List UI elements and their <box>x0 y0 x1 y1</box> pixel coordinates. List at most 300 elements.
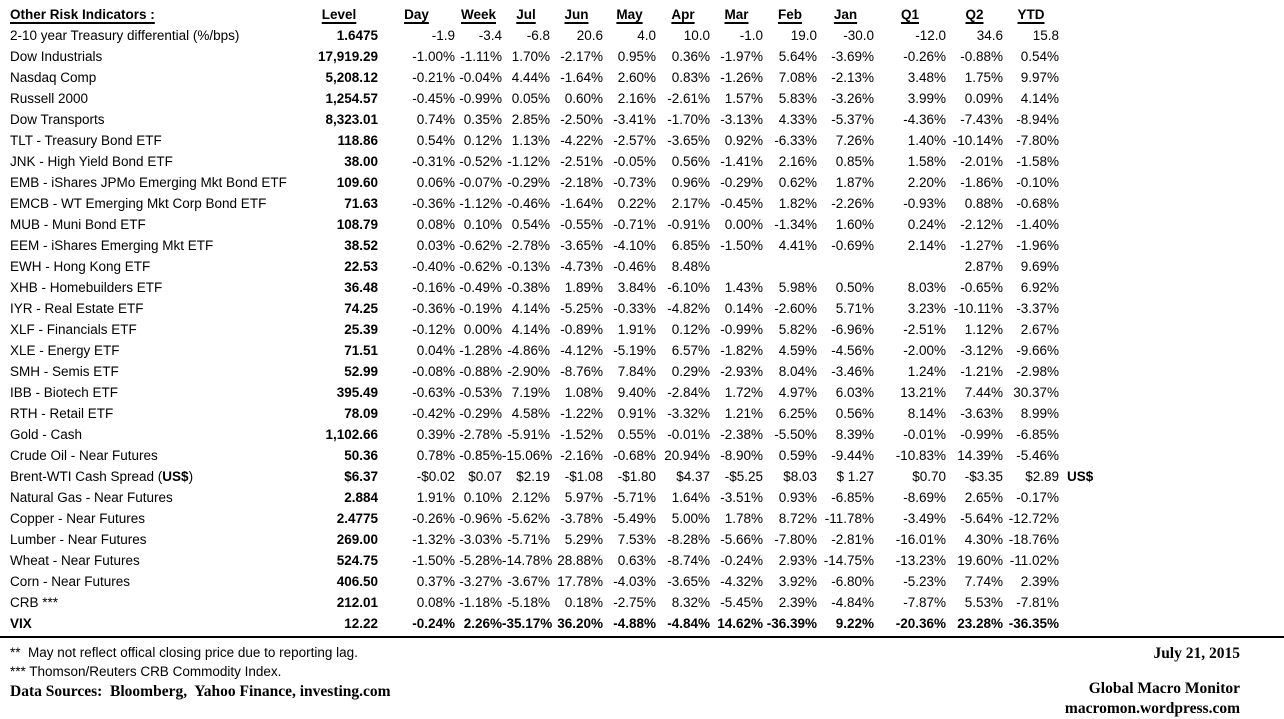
value-cell-q1: -2.00% <box>903 343 946 358</box>
value-cell-may: -4.10% <box>613 238 656 253</box>
row-label: Copper - Near Futures <box>10 511 146 526</box>
row-label: VIX <box>10 616 32 631</box>
value-cell-jun: -4.22% <box>560 133 603 148</box>
value-cell-apr: -3.65% <box>667 574 710 589</box>
level-value: 22.53 <box>344 259 378 274</box>
value-cell-jun: -2.17% <box>560 49 603 64</box>
value-cell-q1: -5.23% <box>903 574 946 589</box>
column-header-text: Day <box>404 7 429 22</box>
value-cell-q1: 0.24% <box>907 217 946 232</box>
value-cell-apr: 5.00% <box>671 511 710 526</box>
column-header-q1 <box>874 4 946 25</box>
currency-suffix <box>1059 277 1107 298</box>
value-cell-week: -5.28% <box>459 553 502 568</box>
currency-suffix <box>1059 298 1107 319</box>
value-cell-ytd: -9.66% <box>1016 343 1059 358</box>
level-value: 8,323.01 <box>325 112 378 127</box>
value-cell-q1: -7.87% <box>903 595 946 610</box>
value-cell-day: -0.21% <box>412 70 455 85</box>
value-cell-apr: 8.48% <box>671 259 710 274</box>
value-cell-day: -1.32% <box>412 532 455 547</box>
column-header-week <box>455 4 502 25</box>
currency-suffix <box>1059 445 1107 466</box>
table-row <box>0 382 1284 403</box>
table-row <box>0 613 1284 634</box>
value-cell-feb: 4.59% <box>778 343 817 358</box>
footnote-crb-index: *** Thomson/Reuters CRB Commodity Index. <box>10 664 282 679</box>
value-cell-day: 0.08% <box>416 217 455 232</box>
value-cell-ytd: -7.81% <box>1016 595 1059 610</box>
value-cell-q1: 13.21% <box>900 385 946 400</box>
value-cell-q2: -7.43% <box>960 112 1003 127</box>
value-cell-ytd: -1.58% <box>1016 154 1059 169</box>
value-cell-week: 0.35% <box>463 112 502 127</box>
value-cell-jun: 36.20% <box>557 616 603 631</box>
value-cell-feb: 6.25% <box>778 406 817 421</box>
value-cell-ytd: 2.39% <box>1020 574 1059 589</box>
value-cell-day: -0.36% <box>412 196 455 211</box>
value-cell-feb: 4.97% <box>778 385 817 400</box>
value-cell-q1: -3.49% <box>903 511 946 526</box>
value-cell-q2: 14.39% <box>957 448 1003 463</box>
value-cell-apr: -2.61% <box>667 91 710 106</box>
value-cell-day: -0.36% <box>412 301 455 316</box>
value-cell-q1: -20.36% <box>895 616 946 631</box>
level-value: 38.52 <box>344 238 378 253</box>
value-cell-apr: 2.17% <box>671 196 710 211</box>
value-cell-jan: -14.75% <box>823 553 874 568</box>
row-label: Lumber - Near Futures <box>10 532 147 547</box>
value-cell-jun: -5.25% <box>560 301 603 316</box>
value-cell-mar: 14.62% <box>717 616 763 631</box>
table-row <box>0 298 1284 319</box>
value-cell-jul: -5.91% <box>507 427 550 442</box>
value-cell-feb: 2.16% <box>778 154 817 169</box>
currency-suffix <box>1059 571 1107 592</box>
row-label: XLE - Energy ETF <box>10 343 120 358</box>
value-cell-q2: 19.60% <box>957 553 1003 568</box>
currency-suffix <box>1059 382 1107 403</box>
value-cell-mar: 1.57% <box>724 91 763 106</box>
value-cell-may: -4.03% <box>613 574 656 589</box>
value-cell-q2: 1.75% <box>964 70 1003 85</box>
value-cell-ytd: 6.92% <box>1020 280 1059 295</box>
value-cell-may: -3.41% <box>613 112 656 127</box>
value-cell-jan: -0.69% <box>831 238 874 253</box>
value-cell-jun: -2.50% <box>560 112 603 127</box>
table-row <box>0 88 1284 109</box>
value-cell-mar: 1.21% <box>724 406 763 421</box>
value-cell-may: -2.57% <box>613 133 656 148</box>
value-cell-jun: 0.18% <box>564 595 603 610</box>
value-cell-feb: 5.98% <box>778 280 817 295</box>
value-cell-jun: 1.89% <box>564 280 603 295</box>
value-cell-may: 7.84% <box>617 364 656 379</box>
value-cell-q2: 0.88% <box>964 196 1003 211</box>
value-cell-feb: -6.33% <box>774 133 817 148</box>
value-cell-jun: -2.16% <box>560 448 603 463</box>
value-cell-mar: -8.90% <box>720 448 763 463</box>
row-label: Gold - Cash <box>10 427 83 442</box>
value-cell-q1: 1.24% <box>907 364 946 379</box>
currency-suffix <box>1059 529 1107 550</box>
row-label: XHB - Homebuilders ETF <box>10 280 163 295</box>
value-cell-jan: 0.56% <box>835 406 874 421</box>
value-cell-apr: 0.12% <box>671 322 710 337</box>
value-cell-mar: 0.92% <box>724 133 763 148</box>
value-cell-may: -0.73% <box>613 175 656 190</box>
value-cell-jul: -6.8 <box>526 28 550 43</box>
level-value: 71.63 <box>344 196 378 211</box>
value-cell-feb: -5.50% <box>774 427 817 442</box>
value-cell-jan <box>817 256 874 277</box>
currency-suffix <box>1059 424 1107 445</box>
row-label: CRB *** <box>10 595 59 610</box>
value-cell-jan: -30.0 <box>843 28 874 43</box>
value-cell-apr: 10.0 <box>683 28 710 43</box>
value-cell-may: 4.0 <box>637 28 656 43</box>
column-header-feb <box>763 4 817 25</box>
value-cell-week: -1.11% <box>460 49 502 64</box>
column-header-mar <box>710 4 763 25</box>
value-cell-jan: -2.81% <box>831 532 874 547</box>
value-cell-q2: -10.11% <box>953 301 1003 316</box>
value-cell-may: 3.84% <box>617 280 656 295</box>
currency-suffix <box>1059 319 1107 340</box>
value-cell-apr: 0.29% <box>671 364 710 379</box>
level-value: 12.22 <box>344 616 378 631</box>
value-cell-week: -0.04% <box>459 70 502 85</box>
value-cell-may: 0.63% <box>617 553 656 568</box>
value-cell-feb: 4.33% <box>778 112 817 127</box>
value-cell-q2: 4.30% <box>964 532 1003 547</box>
value-cell-feb <box>763 256 817 277</box>
value-cell-may: -5.49% <box>613 511 656 526</box>
column-header-text: Jul <box>516 7 536 22</box>
value-cell-jun: 1.08% <box>564 385 603 400</box>
value-cell-mar: -3.51% <box>720 490 763 505</box>
value-cell-ytd: -0.68% <box>1016 196 1059 211</box>
value-cell-day: -1.00% <box>412 49 455 64</box>
value-cell-feb: 2.39% <box>778 595 817 610</box>
value-cell-jul: 1.70% <box>511 49 550 64</box>
value-cell-mar: -5.66% <box>720 532 763 547</box>
value-cell-jul: 4.14% <box>511 322 550 337</box>
value-cell-feb: 7.08% <box>778 70 817 85</box>
currency-suffix <box>1059 592 1107 613</box>
value-cell-q1: 3.99% <box>907 91 946 106</box>
value-cell-feb: 1.82% <box>778 196 817 211</box>
value-cell-jul: 2.12% <box>511 490 550 505</box>
value-cell-q2: -2.01% <box>960 154 1003 169</box>
value-cell-jul: -4.86% <box>507 343 550 358</box>
value-cell-week: 0.00% <box>463 322 502 337</box>
value-cell-jun: -1.52% <box>560 427 603 442</box>
value-cell-jun: -$1.08 <box>564 469 603 484</box>
value-cell-mar: -0.99% <box>720 322 763 337</box>
table-row <box>0 46 1284 67</box>
value-cell-day: 0.39% <box>416 427 455 442</box>
value-cell-ytd: 30.37% <box>1013 385 1059 400</box>
data-sources: Data Sources: Bloomberg, Yahoo Finance, investing.com <box>10 683 391 700</box>
value-cell-week: 0.10% <box>463 217 502 232</box>
value-cell-day: -1.9 <box>431 28 455 43</box>
value-cell-week: -0.49% <box>459 280 502 295</box>
value-cell-week: -3.4 <box>478 28 502 43</box>
value-cell-may: -5.71% <box>613 490 656 505</box>
value-cell-ytd: 8.99% <box>1020 406 1059 421</box>
row-label: SMH - Semis ETF <box>10 364 119 379</box>
table-row <box>0 466 1284 487</box>
row-label: 2-10 year Treasury differential (%/bps) <box>10 28 240 43</box>
value-cell-jul: 4.14% <box>511 301 550 316</box>
value-cell-q1: 8.14% <box>907 406 946 421</box>
value-cell-q2: -1.21% <box>960 364 1003 379</box>
value-cell-may: -2.75% <box>613 595 656 610</box>
value-cell-jan: -3.46% <box>831 364 874 379</box>
value-cell-jul: 7.19% <box>511 385 550 400</box>
currency-suffix <box>1059 403 1107 424</box>
value-cell-may: 0.91% <box>617 406 656 421</box>
row-label: RTH - Retail ETF <box>10 406 114 421</box>
value-cell-jul: -5.18% <box>507 595 550 610</box>
value-cell-day: 0.37% <box>416 574 455 589</box>
value-cell-q1: -0.01% <box>903 427 946 442</box>
level-value: $6.37 <box>344 469 378 484</box>
value-cell-may: -$1.80 <box>617 469 656 484</box>
value-cell-may: 2.60% <box>617 70 656 85</box>
value-cell-q1: 2.14% <box>907 238 946 253</box>
value-cell-q2: 34.6 <box>976 28 1003 43</box>
footer <box>0 638 1284 719</box>
value-cell-jun: -2.51% <box>560 154 603 169</box>
currency-suffix <box>1059 130 1107 151</box>
value-cell-q1: 1.40% <box>907 133 946 148</box>
table-row <box>0 550 1284 571</box>
value-cell-jan: 0.85% <box>835 154 874 169</box>
value-cell-day: -0.08% <box>412 364 455 379</box>
column-header-text: May <box>616 7 643 22</box>
value-cell-jul: -0.46% <box>507 196 550 211</box>
value-cell-feb: 0.93% <box>778 490 817 505</box>
value-cell-q2: -3.63% <box>960 406 1003 421</box>
table-row <box>0 130 1284 151</box>
column-header-text: Q1 <box>900 7 919 22</box>
value-cell-ytd: -11.02% <box>1009 553 1059 568</box>
value-cell-may: 7.53% <box>617 532 656 547</box>
level-value: 109.60 <box>336 175 378 190</box>
table-row <box>0 235 1284 256</box>
value-cell-week: -0.53% <box>459 385 502 400</box>
value-cell-jul: 4.58% <box>511 406 550 421</box>
value-cell-q2: -$3.35 <box>964 469 1003 484</box>
value-cell-mar: -1.50% <box>720 238 763 253</box>
table-row <box>0 109 1284 130</box>
level-value: 5,208.12 <box>325 70 378 85</box>
value-cell-q2: -2.12% <box>960 217 1003 232</box>
table-row <box>0 340 1284 361</box>
value-cell-q2: -5.64% <box>960 511 1003 526</box>
value-cell-mar: -1.82% <box>720 343 763 358</box>
value-cell-may: -0.46% <box>613 259 656 274</box>
value-cell-q1: -8.69% <box>903 490 946 505</box>
value-cell-week: -0.62% <box>459 238 502 253</box>
value-cell-apr: $4.37 <box>676 469 710 484</box>
value-cell-week: -0.07% <box>459 175 502 190</box>
value-cell-jun: -3.78% <box>560 511 603 526</box>
value-cell-feb: -7.80% <box>774 532 817 547</box>
value-cell-apr: -0.91% <box>667 217 710 232</box>
currency-suffix <box>1059 256 1107 277</box>
column-header-text: Mar <box>724 7 749 22</box>
value-cell-q1: 3.23% <box>907 301 946 316</box>
value-cell-mar: -0.24% <box>720 553 763 568</box>
value-cell-mar: 1.72% <box>724 385 763 400</box>
value-cell-apr: -2.84% <box>667 385 710 400</box>
value-cell-jul: -0.29% <box>507 175 550 190</box>
value-cell-ytd: -12.72% <box>1008 511 1059 526</box>
table-title-text: Other Risk Indicators : <box>10 7 155 22</box>
value-cell-mar: -1.41% <box>720 154 763 169</box>
value-cell-week: -2.78% <box>459 427 502 442</box>
value-cell-apr: 8.32% <box>671 595 710 610</box>
value-cell-jan: 1.87% <box>835 175 874 190</box>
value-cell-jun: 28.88% <box>557 553 603 568</box>
value-cell-apr: -0.01% <box>667 427 710 442</box>
value-cell-q1: -12.0 <box>915 28 946 43</box>
value-cell-ytd: -1.96% <box>1016 238 1059 253</box>
value-cell-mar: -4.32% <box>720 574 763 589</box>
value-cell-jul: -2.90% <box>507 364 550 379</box>
value-cell-day: 0.78% <box>416 448 455 463</box>
level-value: 78.09 <box>344 406 378 421</box>
value-cell-ytd: 9.97% <box>1020 70 1059 85</box>
value-cell-day: -0.12% <box>412 322 455 337</box>
value-cell-apr: 20.94% <box>664 448 710 463</box>
currency-suffix <box>1059 67 1107 88</box>
value-cell-q1: -13.23% <box>895 553 946 568</box>
value-cell-feb: 5.82% <box>778 322 817 337</box>
value-cell-ytd: -8.94% <box>1016 112 1059 127</box>
header-row <box>0 4 1284 25</box>
value-cell-jan: 5.71% <box>835 301 874 316</box>
column-header-jun <box>550 4 603 25</box>
currency-suffix <box>1059 172 1107 193</box>
currency-suffix <box>1059 151 1107 172</box>
value-cell-apr: 1.64% <box>671 490 710 505</box>
value-cell-jun: 0.60% <box>564 91 603 106</box>
value-cell-jan: -6.96% <box>831 322 874 337</box>
value-cell-q1: 3.48% <box>907 70 946 85</box>
value-cell-mar: -2.93% <box>720 364 763 379</box>
value-cell-mar: 1.78% <box>724 511 763 526</box>
value-cell-apr: 6.57% <box>671 343 710 358</box>
value-cell-ytd: -18.76% <box>1008 532 1059 547</box>
value-cell-q2: -0.88% <box>960 49 1003 64</box>
column-header-day <box>378 4 455 25</box>
value-cell-jun: -3.65% <box>560 238 603 253</box>
value-cell-week: -3.27% <box>459 574 502 589</box>
value-cell-day: -$0.02 <box>416 469 455 484</box>
value-cell-apr: -6.10% <box>667 280 710 295</box>
currency-suffix <box>1059 550 1107 571</box>
value-cell-mar: 1.43% <box>724 280 763 295</box>
value-cell-q2: 2.65% <box>964 490 1003 505</box>
table-row <box>0 193 1284 214</box>
value-cell-ytd: -6.85% <box>1016 427 1059 442</box>
table-row <box>0 508 1284 529</box>
table-title <box>0 4 300 25</box>
value-cell-day: -0.31% <box>412 154 455 169</box>
value-cell-jul: -14.78% <box>502 553 553 568</box>
table-row <box>0 67 1284 88</box>
value-cell-day: 0.54% <box>416 133 455 148</box>
value-cell-jun: -8.76% <box>560 364 603 379</box>
currency-suffix <box>1059 361 1107 382</box>
value-cell-day: -0.42% <box>412 406 455 421</box>
value-cell-day: -0.26% <box>412 511 455 526</box>
value-cell-jul: 2.85% <box>511 112 550 127</box>
value-cell-q2: 7.74% <box>964 574 1003 589</box>
level-value: 1,254.57 <box>325 91 378 106</box>
row-label: Crude Oil - Near Futures <box>10 448 158 463</box>
value-cell-apr: -4.82% <box>667 301 710 316</box>
value-cell-may: 2.16% <box>617 91 656 106</box>
row-label: EMCB - WT Emerging Mkt Corp Bond ETF <box>10 196 267 211</box>
value-cell-week: 0.10% <box>463 490 502 505</box>
value-cell-apr: 0.36% <box>671 49 710 64</box>
value-cell-jan: -2.13% <box>831 70 874 85</box>
value-cell-day: -0.24% <box>412 616 455 631</box>
value-cell-apr: 0.96% <box>671 175 710 190</box>
value-cell-mar: -1.97% <box>720 49 763 64</box>
row-label: JNK - High Yield Bond ETF <box>10 154 173 169</box>
table-row <box>0 424 1284 445</box>
value-cell-q1: -10.83% <box>895 448 946 463</box>
column-header-ytd <box>1003 4 1059 25</box>
row-label: IBB - Biotech ETF <box>10 385 119 400</box>
header-suffix-spacer <box>1059 4 1107 25</box>
level-value: 524.75 <box>336 553 378 568</box>
value-cell-jun: -2.18% <box>560 175 603 190</box>
column-header-jul <box>502 4 550 25</box>
value-cell-day: -0.45% <box>412 91 455 106</box>
currency-suffix <box>1059 88 1107 109</box>
table-row <box>0 25 1284 46</box>
value-cell-q2: 1.12% <box>964 322 1003 337</box>
value-cell-may: 0.55% <box>617 427 656 442</box>
currency-suffix <box>1059 487 1107 508</box>
value-cell-day: 0.06% <box>416 175 455 190</box>
value-cell-mar: -1.0 <box>739 28 763 43</box>
value-cell-q1: -4.36% <box>903 112 946 127</box>
level-value: 1.6475 <box>336 28 378 43</box>
level-value: 38.00 <box>344 154 378 169</box>
value-cell-jan: 8.39% <box>835 427 874 442</box>
value-cell-may: 0.95% <box>617 49 656 64</box>
level-value: 71.51 <box>344 343 378 358</box>
value-cell-q2: -1.27% <box>960 238 1003 253</box>
row-label: Natural Gas - Near Futures <box>10 490 173 505</box>
value-cell-jan: -5.37% <box>831 112 874 127</box>
value-cell-feb: $8.03 <box>783 469 817 484</box>
column-header-text: Q2 <box>965 7 984 22</box>
brand-name: Global Macro Monitor <box>1088 680 1240 697</box>
value-cell-q2: 0.09% <box>964 91 1003 106</box>
value-cell-jan: -11.78% <box>824 511 874 526</box>
value-cell-feb: 0.59% <box>778 448 817 463</box>
value-cell-week: -1.18% <box>459 595 502 610</box>
